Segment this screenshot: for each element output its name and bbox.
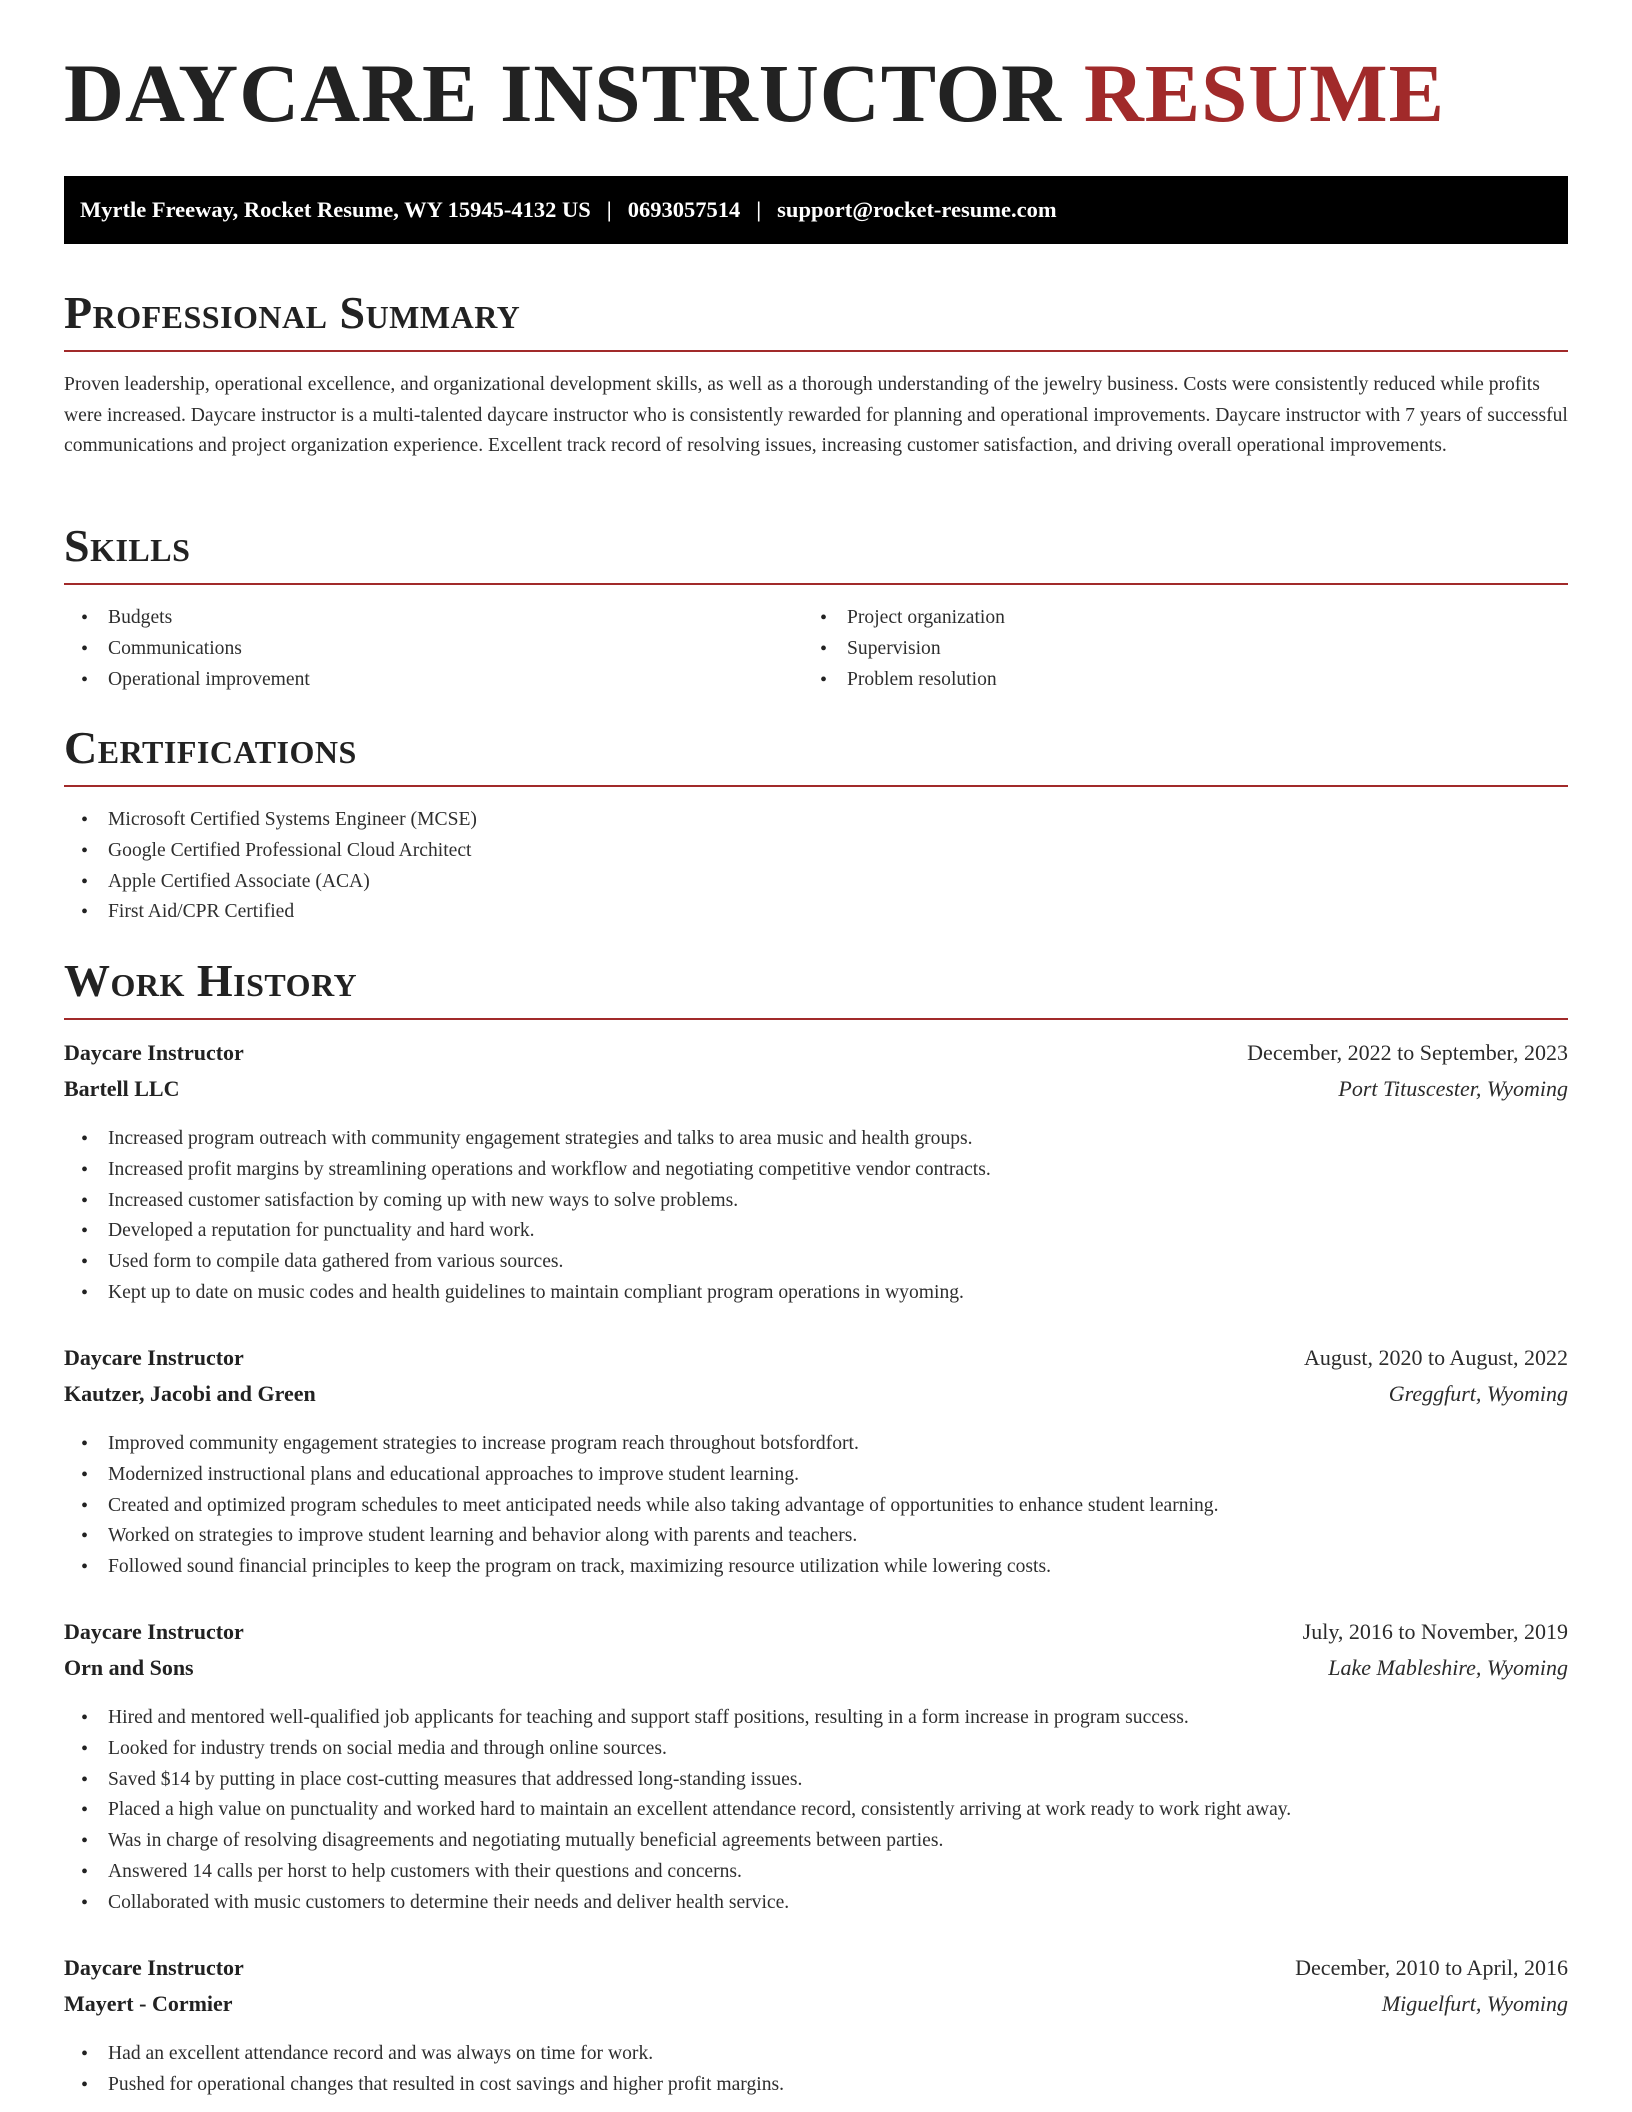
certification-item: • Microsoft Certified Systems Engineer (MCSE)	[64, 805, 477, 836]
summary-heading: Professional Summary	[64, 290, 1568, 352]
job-title: Daycare Instructor	[64, 1955, 244, 1980]
job-dates: December, 2010 to April, 2016	[1295, 1955, 1568, 1980]
job-location: Lake Mableshire, Wyoming	[1328, 1655, 1568, 1680]
duty-item: • Developed a reputation for punctuality and hard work.	[64, 1216, 1568, 1247]
contact-separator: |	[606, 197, 612, 222]
duty-item: • Hired and mentored well-qualified job applicants for teaching and support staff positions, resulting in a form increase in program success.	[64, 1703, 1568, 1734]
resume-title	[64, 47, 1445, 139]
skill-item: • Operational improvement	[64, 665, 310, 696]
skill-item: • Budgets	[64, 603, 310, 634]
certifications-list	[64, 805, 477, 928]
duty-item: • Used form to compile data gathered from various sources.	[64, 1247, 1568, 1278]
skill-item: • Project organization	[803, 603, 1005, 634]
contact-bar	[64, 176, 1568, 244]
duty-item: • Modernized instructional plans and educational approaches to improve student learning.	[64, 1460, 1568, 1491]
skills-list-left	[64, 603, 310, 695]
job-entry	[64, 1345, 1568, 1583]
contact-address: Myrtle Freeway, Rocket Resume, WY 15945-4132 US	[80, 197, 591, 222]
job-duties	[64, 1703, 1568, 1919]
job-company: Bartell LLC	[64, 1076, 180, 1101]
job-company: Kautzer, Jacobi and Green	[64, 1381, 316, 1406]
job-dates: December, 2022 to September, 2023	[1247, 1040, 1568, 1065]
skill-item: • Communications	[64, 634, 310, 665]
certifications-heading: Certifications	[64, 725, 1568, 787]
duty-item: • Increased profit margins by streamlining operations and workflow and negotiating competitive vendor contracts.	[64, 1155, 1568, 1186]
summary-text: Proven leadership, operational excellence, and organizational development skills, as well as a thorough understanding of the jewelry business. Costs were consistently reduced while profits were increased. Daycare instructor is a multi-talented daycare instructor who is consistently rewarded for planning and operational improvements. Daycare instructor with 7 years of successful communications and project organization experience. Excellent track record of resolving issues, increasing customer satisfaction, and driving overall operational improvements.	[64, 374, 1568, 457]
contact-email: support@rocket-resume.com	[777, 197, 1057, 222]
job-title: Daycare Instructor	[64, 1345, 244, 1370]
duty-item: • Increased customer satisfaction by coming up with new ways to solve problems.	[64, 1186, 1568, 1217]
job-company: Mayert - Cormier	[64, 1991, 233, 2016]
job-title: Daycare Instructor	[64, 1040, 244, 1065]
job-location: Miguelfurt, Wyoming	[1381, 1991, 1568, 2016]
duty-item: • Increased program outreach with community engagement strategies and talks to area music and health groups.	[64, 1124, 1568, 1155]
contact-phone: 0693057514	[627, 197, 741, 222]
certification-item: • Apple Certified Associate (ACA)	[64, 867, 477, 898]
job-entry	[64, 1619, 1568, 1919]
skill-item: • Supervision	[803, 634, 1005, 665]
job-duties	[64, 1124, 1568, 1309]
job-dates: August, 2020 to August, 2022	[1303, 1345, 1568, 1370]
duty-item: • Placed a high value on punctuality and worked hard to maintain an excellent attendance record, consistently arriving at work ready to work right away.	[64, 1795, 1568, 1826]
work-history-heading: Work History	[64, 958, 1568, 1020]
duty-item: • Collaborated with music customers to determine their needs and deliver health service.	[64, 1888, 1568, 1919]
skills-heading: Skills	[64, 523, 1568, 585]
contact-separator: |	[756, 197, 762, 222]
certification-item: • First Aid/CPR Certified	[64, 897, 477, 928]
duty-item: • Worked on strategies to improve student learning and behavior along with parents and teachers.	[64, 1521, 1568, 1552]
job-duties	[64, 1429, 1568, 1583]
duty-item: • Looked for industry trends on social media and through online sources.	[64, 1734, 1568, 1765]
duty-item: • Created and optimized program schedules to meet anticipated needs while also taking advantage of opportunities to enhance student learning.	[64, 1491, 1568, 1522]
job-entry	[64, 1040, 1568, 1309]
job-entry	[64, 1955, 1568, 2101]
duty-item: • Pushed for operational changes that resulted in cost savings and higher profit margins.	[64, 2070, 1568, 2101]
skills-list-right	[803, 603, 1005, 695]
job-dates: July, 2016 to November, 2019	[1302, 1619, 1568, 1644]
job-title: Daycare Instructor	[64, 1619, 244, 1644]
job-location: Greggfurt, Wyoming	[1388, 1381, 1568, 1406]
duty-item: • Had an excellent attendance record and was always on time for work.	[64, 2039, 1568, 2070]
duty-item: • Improved community engagement strategies to increase program reach throughout botsfordfort.	[64, 1429, 1568, 1460]
duty-item: • Was in charge of resolving disagreements and negotiating mutually beneficial agreements between parties.	[64, 1826, 1568, 1857]
job-duties	[64, 2039, 1568, 2101]
skill-item: • Problem resolution	[803, 665, 1005, 696]
title-accent: RESUME	[1083, 47, 1445, 139]
certification-item: • Google Certified Professional Cloud Architect	[64, 836, 477, 867]
title-main: DAYCARE INSTRUCTOR	[64, 47, 1063, 139]
duty-item: • Saved $14 by putting in place cost-cutting measures that addressed long-standing issues.	[64, 1765, 1568, 1796]
job-location: Port Tituscester, Wyoming	[1338, 1076, 1568, 1101]
job-company: Orn and Sons	[64, 1655, 194, 1680]
duty-item: • Kept up to date on music codes and health guidelines to maintain compliant program operations in wyoming.	[64, 1278, 1568, 1309]
duty-item: • Answered 14 calls per horst to help customers with their questions and concerns.	[64, 1857, 1568, 1888]
duty-item: • Followed sound financial principles to keep the program on track, maximizing resource utilization while lowering costs.	[64, 1552, 1568, 1583]
